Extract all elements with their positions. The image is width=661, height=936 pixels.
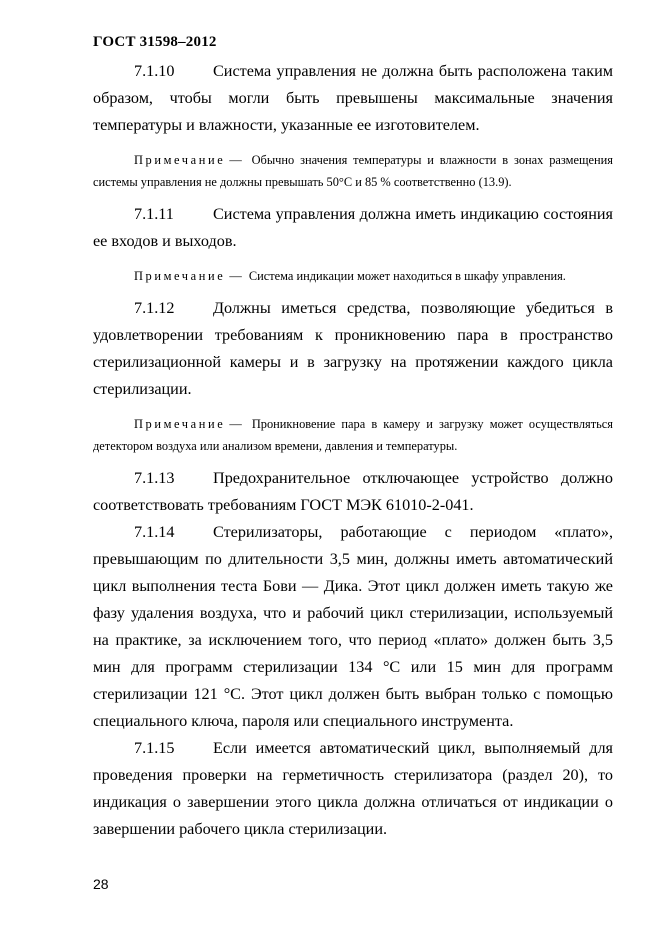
clause-7-1-13	[93, 465, 613, 519]
note-text: Система индикации может находиться в шкафу управления.	[248, 269, 566, 283]
note-text: Проникновение пара в камеру и загрузку может осуществляться детектором воздуха или анализом времени, давления и температуры.	[93, 417, 613, 453]
note-dash: —	[229, 153, 242, 167]
clause-number: 7.1.11	[134, 205, 174, 223]
clause-number: 7.1.13	[134, 469, 175, 487]
note-dash: —	[229, 417, 242, 431]
clause-text: Система управления должна иметь индикацию состояния ее входов и выходов.	[93, 205, 613, 250]
clause-number: 7.1.10	[134, 62, 175, 80]
clause-text: Должны иметься средства, позволяющие убедиться в удовлетворении требованиям к проникновению пара в пространство стерилизационной камеры и в загрузку на протяжении каждого цикла стерилизации.	[93, 299, 613, 398]
clause-7-1-11	[93, 201, 613, 255]
note-label: Примечание	[134, 153, 226, 167]
clause-number: 7.1.14	[134, 523, 175, 541]
note-7-1-12	[93, 413, 613, 457]
note-text: Обычно значения температуры и влажности в зонах размещения системы управления не должны превышать 50°С и 85 % соответственно (13.9).	[93, 153, 613, 189]
note-7-1-10	[93, 149, 613, 193]
note-dash: —	[229, 269, 242, 283]
clause-text: Система управления не должна быть расположена таким образом, чтобы могли быть превышены максимальные значения температуры и влажности, указанные ее изготовителем.	[93, 62, 613, 134]
clause-text: Если имеется автоматический цикл, выполняемый для проведения проверки на герметичность стерилизатора (раздел 20), то индикация о завершении этого цикла должна отличаться от индикации о завершении рабочего цикла стерилизации.	[93, 739, 613, 838]
document-header: ГОСТ 31598–2012	[93, 34, 217, 50]
clause-number: 7.1.15	[134, 739, 175, 757]
clause-text: Стерилизаторы, работающие с периодом «плато», превышающим по длительности 3,5 мин, должны иметь автоматический цикл выполнения теста Бови — Дика. Этот цикл должен иметь такую же фазу удаления воздуха, что и рабочий цикл стерилизации, используемый на практике, за исключением того, что период «плато» должен быть 3,5 мин для программ стерилизации 134 °С или 15 мин для программ стерилизации 121 °С. Этот цикл должен быть выбран только с помощью специального ключа, пароля или специального инструмента.	[93, 523, 613, 730]
clause-7-1-10	[93, 58, 613, 139]
document-body	[93, 58, 613, 843]
clause-7-1-12	[93, 295, 613, 403]
note-label: Примечание	[134, 417, 226, 431]
note-label: Примечание	[134, 269, 226, 283]
page-number: 28	[93, 876, 109, 892]
clause-text: Предохранительное отключающее устройство должно соответствовать требованиям ГОСТ МЭК 61010-2-041.	[93, 469, 613, 514]
clause-7-1-15	[93, 735, 613, 843]
note-7-1-11	[93, 265, 613, 287]
clause-number: 7.1.12	[134, 299, 175, 317]
clause-7-1-14	[93, 519, 613, 735]
